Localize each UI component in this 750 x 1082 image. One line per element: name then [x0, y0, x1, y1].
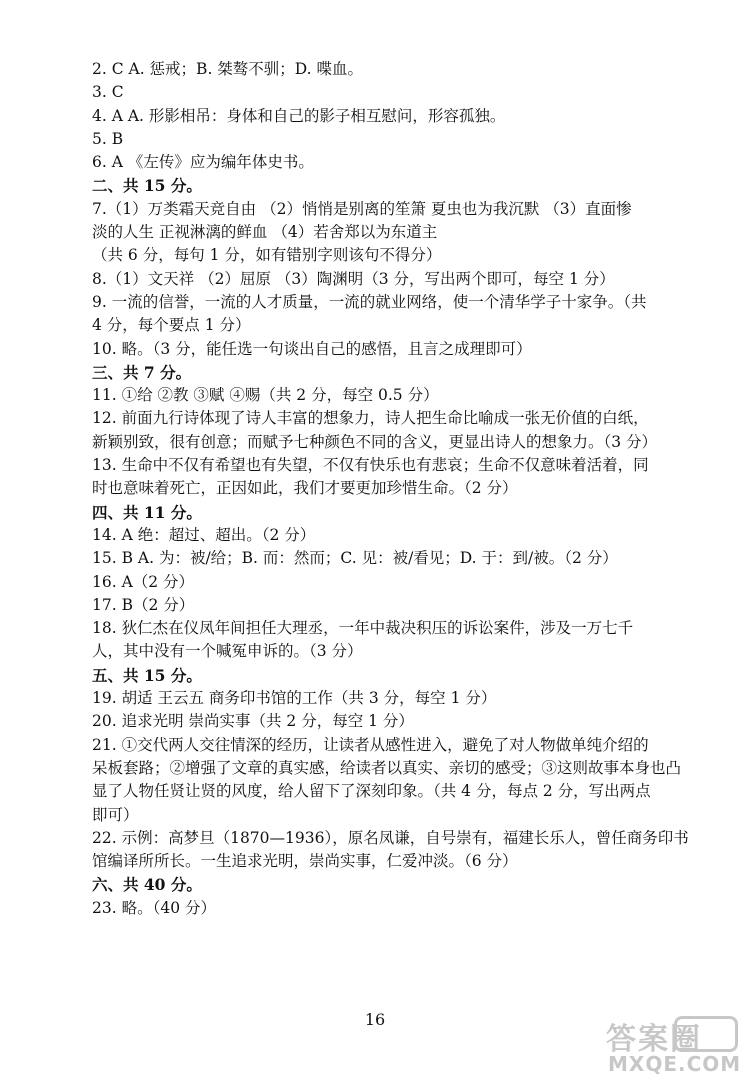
answer-line: 11. ①给 ②教 ③赋 ④赐（共 2 分，每空 0.5 分）: [92, 386, 439, 405]
answer-line: 21. ①交代两人交往情深的经历，让读者从感性进入，避免了对人物做单纯介绍的: [92, 735, 649, 754]
answer-line: 13. 生命中不仅有希望也有失望，不仅有快乐也有悲哀；生命不仅意味着活着，同: [92, 456, 649, 475]
section-heading: 三、共 7 分。: [92, 362, 192, 382]
answer-line: 23. 略。（40 分）: [92, 898, 216, 917]
watermark-logo: [602, 1012, 742, 1078]
answer-line: （共 6 分，每句 1 分，如有错别字则该句不得分）: [92, 246, 442, 265]
watermark-text-top: 答案圈: [606, 1022, 702, 1057]
answer-line: 14. A 绝：超过、超出。（2 分）: [92, 525, 316, 544]
answer-line: 18. 狄仁杰在仪凤年间担任大理丞，一年中裁决积压的诉讼案件，涉及一万七千: [92, 619, 634, 638]
answer-key-text: [92, 58, 689, 920]
answer-line: 时也意味着死亡，正因如此，我们才要更加珍惜生命。（2 分）: [92, 479, 518, 498]
answer-line: 22. 示例：高梦旦（1870—1936），原名凤谦，自号崇有，福建长乐人，曾任商务印书: [92, 828, 689, 847]
answer-line: 7.（1）万类霜天竞自由 （2）悄悄是别离的笙箫 夏虫也为我沉默 （3）直面惨: [92, 199, 632, 218]
watermark-text-bottom: MXQE.COM: [608, 1052, 742, 1076]
answer-line: 即可）: [92, 805, 139, 824]
answer-line: 3. C: [92, 83, 124, 102]
answer-line: 淡的人生 正视淋漓的鲜血 （4）若舍郑以为东道主: [92, 223, 438, 242]
answer-line: 2. C A. 惩戒；B. 桀骜不驯；D. 喋血。: [92, 60, 364, 78]
section-heading: 六、共 40 分。: [92, 875, 202, 895]
answer-line: 人，其中没有一个喊冤申诉的。（3 分）: [92, 642, 363, 661]
answer-line: 17. B（2 分）: [92, 595, 195, 614]
answer-line: 4. A A. 形影相吊：身体和自己的影子相互慰问，形容孤独。: [92, 106, 506, 125]
answer-line: 15. B A. 为：被/给；B. 而：然而；C. 见：被/看见；D. 于：到/被。（2 分）: [92, 549, 618, 568]
section-heading: 四、共 11 分。: [92, 502, 202, 522]
answer-line: 12. 前面九行诗体现了诗人丰富的想象力，诗人把生命比喻成一张无价值的白纸，: [92, 409, 649, 428]
page-number: 16: [364, 1010, 386, 1029]
answer-line: 显了人物任贤让贤的风度，给人留下了深刻印象。（共 4 分，每点 2 分，写出两点: [92, 782, 651, 801]
answer-line: 9. 一流的信誉，一流的人才质量，一流的就业网络，使一个清华学子十家争。（共: [92, 292, 647, 311]
answer-line: 10. 略。（3 分，能任选一句谈出自己的感悟，且言之成理即可）: [92, 339, 532, 358]
answer-line: 19. 胡适 王云五 商务印书馆的工作（共 3 分，每空 1 分）: [92, 689, 497, 708]
answer-line: 8.（1）文天祥 （2）屈原 （3）陶渊明（3 分，写出两个即可，每空 1 分）: [92, 269, 615, 288]
answer-line: 新颖别致，很有创意；而赋予七种颜色不同的含义，更显出诗人的想象力。（3 分）: [92, 432, 658, 451]
section-heading: 五、共 15 分。: [92, 665, 202, 685]
answer-line: 20. 追求光明 崇尚实事（共 2 分，每空 1 分）: [92, 712, 414, 731]
answer-line: 5. B: [92, 129, 124, 148]
answer-line: 6. A 《左传》应为编年体史书。: [92, 153, 314, 172]
answer-line: 4 分，每个要点 1 分）: [92, 316, 251, 335]
section-heading: 二、共 15 分。: [92, 176, 202, 196]
answer-line: 呆板套路；②增强了文章的真实感，给读者以真实、亲切的感受；③这则故事本身也凸: [92, 758, 682, 777]
answer-line: 馆编译所所长。一生追求光明，崇尚实事，仁爱冲淡。（6 分）: [92, 852, 518, 871]
answer-line: 16. A（2 分）: [92, 572, 195, 591]
